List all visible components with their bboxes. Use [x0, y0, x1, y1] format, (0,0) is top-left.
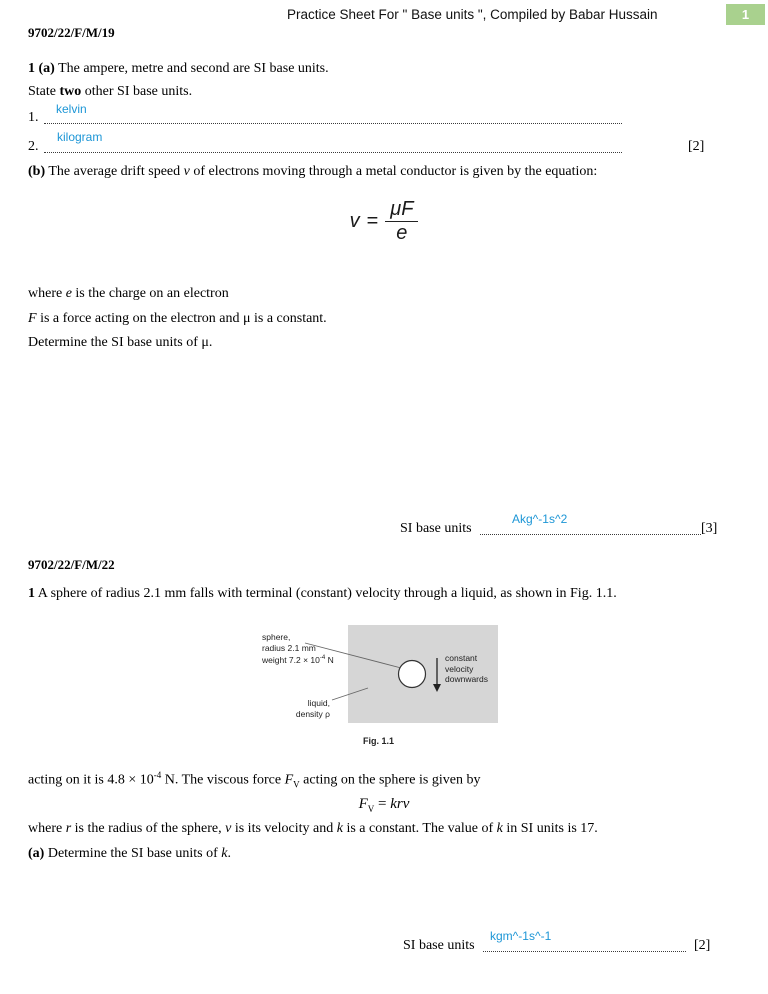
- sphere-label-line3: [262, 653, 334, 665]
- question-1b-number: (b): [28, 164, 46, 179]
- fraction: [385, 198, 418, 244]
- symbol-k1: k: [336, 821, 343, 836]
- wr-p1: where: [28, 821, 66, 836]
- where-f-line: [28, 311, 327, 327]
- eq2-f: F: [358, 796, 368, 812]
- acting-exponent: -4: [153, 770, 162, 780]
- wr-p3: is its velocity and: [231, 821, 337, 836]
- sphere-label-line1: sphere,: [262, 632, 291, 642]
- handwritten-answer-1: kelvin: [56, 102, 87, 116]
- symbol-v: v: [183, 164, 190, 179]
- answer-field-2[interactable]: [44, 139, 622, 153]
- velocity-label-line1: constant: [445, 653, 478, 663]
- acting-p3: acting on the sphere is given by: [299, 772, 481, 788]
- sphere: [399, 661, 426, 688]
- where-e-post: is the charge on an electron: [71, 286, 229, 301]
- liquid-label: [262, 698, 330, 719]
- question-1a-number: 1 (a): [28, 61, 55, 76]
- weight-pre: weight 7.2 × 10: [262, 654, 320, 665]
- determine-line: Determine the SI base units of μ.: [28, 335, 213, 350]
- marks-2: [2]: [688, 139, 705, 154]
- symbol-k2: k: [496, 821, 503, 836]
- marks-4: [2]: [694, 938, 711, 953]
- weight-exponent: -4: [319, 655, 326, 661]
- where-e-pre: where: [28, 286, 66, 301]
- symbol-fv-sub: V: [293, 779, 300, 790]
- where-r-line: [28, 821, 598, 837]
- symbol-e: e: [65, 286, 72, 301]
- figure-1-1: [255, 620, 510, 760]
- where-e-line: [28, 286, 229, 302]
- symbol-fv: F: [284, 772, 294, 788]
- answer-2-prefix: 2.: [28, 139, 39, 154]
- handwritten-answer-2: kilogram: [57, 130, 103, 144]
- question-1b-pre: The average drift speed: [45, 164, 184, 179]
- question-2a-line: [28, 846, 231, 862]
- fraction-numerator: μF: [385, 198, 418, 222]
- equation-drift-speed: [0, 198, 768, 244]
- doc-code-2: 9702/22/F/M/22: [28, 557, 115, 572]
- question-2-number: 1: [28, 586, 35, 601]
- sphere-label: [262, 632, 334, 665]
- fraction-denominator: e: [396, 222, 408, 244]
- eq2-rhs: krv: [390, 796, 410, 812]
- velocity-label-line2: velocity: [445, 663, 474, 674]
- question-2a-number: (a): [28, 846, 45, 861]
- question-1a-text: The ampere, metre and second are SI base units.: [54, 61, 329, 76]
- liquid-label-line1: liquid,: [307, 698, 330, 708]
- answer-field-1[interactable]: [44, 110, 622, 124]
- velocity-label: [445, 653, 488, 685]
- weight-post: N: [325, 654, 334, 665]
- acting-p2: N. The viscous force: [161, 772, 285, 788]
- state-post: other SI base units.: [81, 84, 193, 99]
- answer-field-4[interactable]: [483, 938, 686, 952]
- state-bold: two: [59, 84, 82, 99]
- doc-code-1: 9702/22/F/M/19: [28, 25, 115, 40]
- equals-sign: =: [366, 209, 379, 232]
- where-f-post: is a force acting on the electron and μ is a constant.: [36, 311, 327, 326]
- eq2-equals: =: [374, 796, 391, 812]
- si-base-units-label-2: SI base units: [403, 938, 475, 953]
- acting-line: [28, 770, 480, 789]
- answer-field-3[interactable]: [480, 521, 701, 535]
- page-number-badge: 1: [726, 4, 765, 25]
- state-two-line: [28, 84, 192, 100]
- liquid-label-line2: density ρ: [295, 708, 330, 719]
- si-base-units-label-1: SI base units: [400, 521, 472, 536]
- handwritten-answer-4: kgm^-1s^-1: [490, 929, 552, 943]
- equation-viscous-force: [0, 796, 768, 814]
- marks-3: [3]: [701, 521, 718, 536]
- velocity-label-line3: downwards: [445, 674, 488, 684]
- question-2a-pre: Determine the SI base units of: [44, 846, 222, 861]
- question-2-line: [28, 586, 617, 602]
- question-1a-line: [28, 61, 329, 77]
- state-pre: State: [28, 84, 60, 99]
- figure-caption: Fig. 1.1: [363, 736, 395, 746]
- answer-1-prefix: 1.: [28, 110, 39, 125]
- equation-lhs: v: [349, 209, 360, 232]
- wr-p5: in SI units is 17.: [502, 821, 598, 836]
- question-2-text: A sphere of radius 2.1 mm falls with terminal (constant) velocity through a liquid, as shown in Fig. 1.1.: [35, 586, 617, 601]
- question-1b-post: of electrons moving through a metal conductor is given by the equation:: [189, 164, 598, 179]
- acting-p1: acting on it is 4.8 × 10: [28, 772, 154, 788]
- symbol-v2: v: [225, 821, 232, 836]
- page-title: Practice Sheet For " Base units ", Compiled by Babar Hussain: [287, 7, 658, 22]
- question-1b-line: [28, 164, 597, 180]
- wr-p4: is a constant. The value of: [342, 821, 497, 836]
- symbol-f: F: [28, 311, 37, 326]
- handwritten-answer-3: Akg^-1s^2: [512, 512, 568, 526]
- symbol-r: r: [65, 821, 72, 836]
- eq2-f-sub: V: [367, 804, 375, 814]
- wr-p2: is the radius of the sphere,: [71, 821, 226, 836]
- question-2a-post: .: [227, 846, 231, 861]
- symbol-k3: k: [221, 846, 228, 861]
- sphere-label-line2: radius 2.1 mm: [262, 642, 316, 653]
